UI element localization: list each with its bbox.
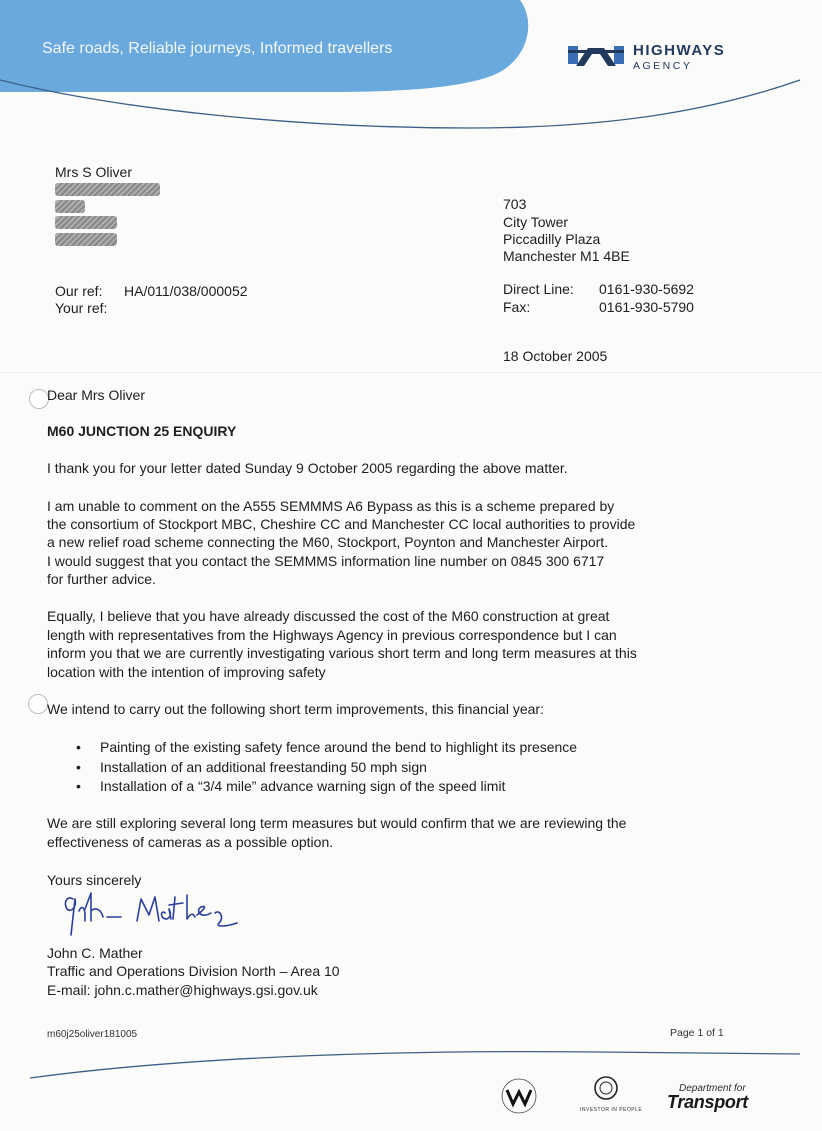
direct-line-value: 0161-930-5692 [599,281,694,297]
fax-label: Fax: [503,299,531,315]
list-item: • Installation of an additional freestanding 50 mph sign [70,758,577,778]
body-line: I am unable to comment on the A555 SEMMMS A6 Bypass as this is a scheme prepared by [47,498,615,514]
fax-value: 0161-930-5790 [599,299,694,315]
body-line: for further advice. [47,571,156,587]
body-line: a new relief road scheme connecting the M60, Stockport, Poynton and Manchester Airport. [47,534,609,550]
our-ref-value: HA/011/038/000052 [124,283,248,299]
body-paragraph: I thank you for your letter dated Sunday 9 October 2005 regarding the above matter. [47,460,568,476]
document-code: m60j25oliver181005 [47,1029,138,1040]
redacted-address-line [55,200,85,213]
sender-address-line: Piccadilly Plaza [503,231,601,247]
body-line: location with the intention of improving safety [47,664,326,680]
punch-hole [29,389,49,409]
subject-heading: M60 JUNCTION 25 ENQUIRY [47,423,237,439]
highways-bridge-icon [566,44,626,72]
dft-logo-line1: Department for [679,1083,746,1094]
redacted-address-line [55,216,117,229]
handwritten-signature [55,887,255,942]
our-ref-label: Our ref: [55,283,103,299]
recipient-name: Mrs S Oliver [55,164,132,180]
letter-date: 18 October 2005 [503,348,608,364]
redacted-address-line [55,183,160,196]
signatory-name: John C. Mather [47,945,143,961]
positive-about-disabled-people-icon [496,1076,542,1116]
logo-highways: HIGHWAYS [633,42,726,59]
list-item: • Painting of the existing safety fence around the bend to highlight its presence [70,738,577,758]
signatory-role: Traffic and Operations Division North – Area 10 [47,963,340,979]
footer-curve [0,1040,822,1085]
logo-agency: AGENCY [633,60,693,72]
punch-hole [28,694,48,714]
closing: Yours sincerely [47,872,142,888]
body-paragraph: We intend to carry out the following short term improvements, this financial year: [47,701,544,717]
redacted-address-line [55,233,117,246]
investors-in-people-icon [591,1074,621,1106]
body-line: I would suggest that you contact the SEMMMS information line number on 0845 300 6717 [47,553,605,569]
body-line: inform you that we are currently investigating various short term and long term measures at this [47,645,637,661]
header-banner [0,0,822,135]
body-line: the consortium of Stockport MBC, Cheshire CC and Manchester CC local authorities to provide [47,516,636,532]
sender-address-line: City Tower [503,214,569,230]
page-number: Page 1 of 1 [670,1027,724,1039]
header-tagline: Safe roads, Reliable journeys, Informed travellers [42,40,393,57]
body-line: effectiveness of cameras as a possible option. [47,834,334,850]
fold-line [0,372,822,373]
body-line: Equally, I believe that you have already discussed the cost of the M60 construction at great [47,608,610,624]
direct-line-label: Direct Line: [503,281,574,297]
sender-address-line: Manchester M1 4BE [503,248,630,264]
body-line: We are still exploring several long term measures but would confirm that we are reviewing the [47,815,627,831]
signatory-email: E-mail: john.c.mather@highways.gsi.gov.uk [47,982,318,998]
your-ref-label: Your ref: [55,300,108,316]
investors-in-people-text: INVESTOR IN PEOPLE [580,1107,643,1113]
improvements-list [70,738,577,797]
sender-address-line: 703 [503,196,527,212]
salutation: Dear Mrs Oliver [47,387,146,403]
list-item: • Installation of a “3/4 mile” advance warning sign of the speed limit [70,777,577,797]
dft-logo-line2: Transport [667,1092,748,1112]
body-line: length with representatives from the Highways Agency in previous correspondence but I can [47,627,617,643]
